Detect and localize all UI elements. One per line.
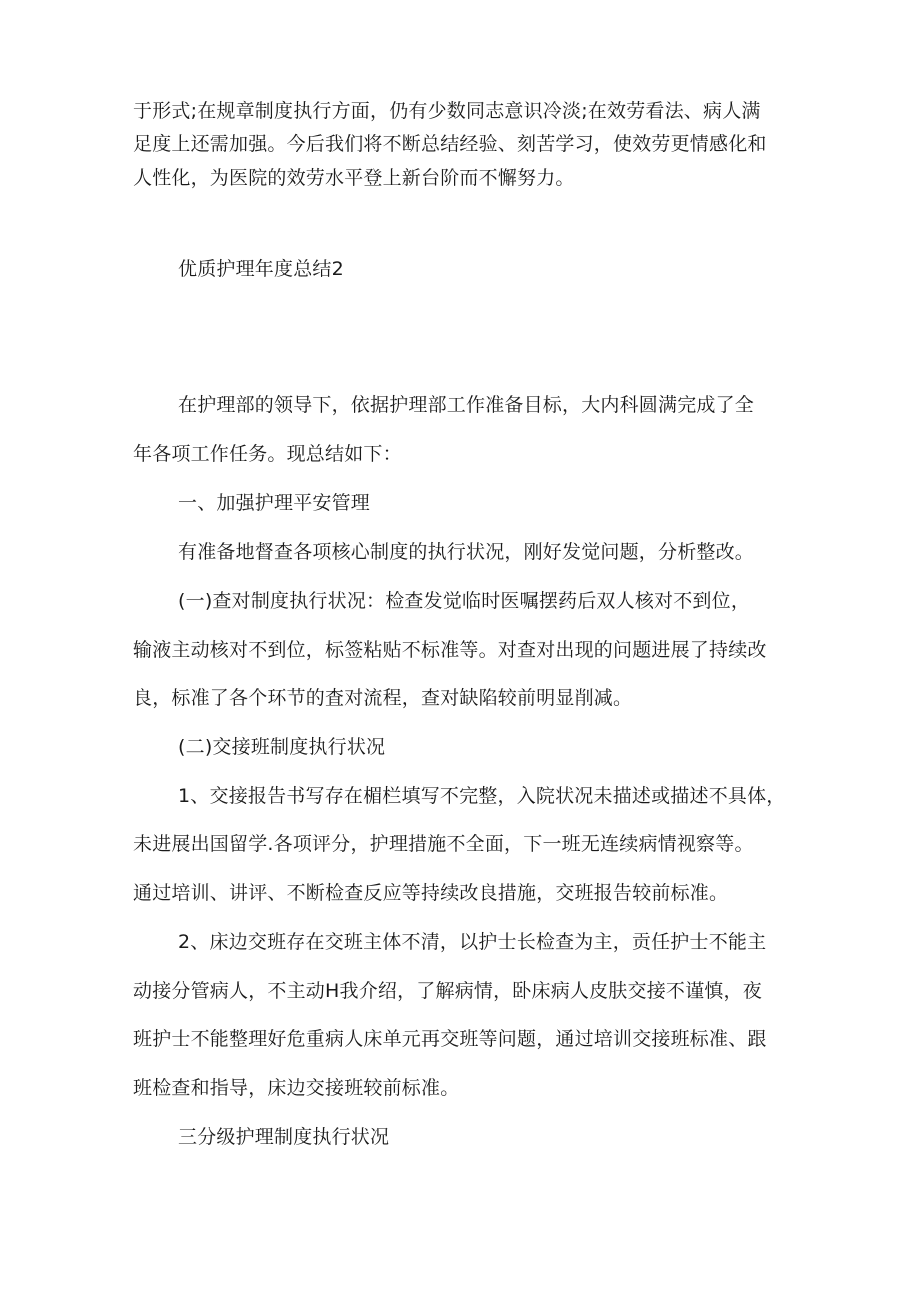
subsection-heading: (二)交接班制度执行状况 — [178, 736, 386, 758]
paragraph-line: 有准备地督查各项核心制度的执行状况，刚好发觉问题，分析整改。 — [178, 541, 755, 563]
paragraph-line: 班检查和指导，床边交接班较前标准。 — [133, 1077, 460, 1099]
paragraph-line: 年各项工作任务。现总结如下： — [133, 443, 402, 465]
subsection-heading: 三分级护理制度执行状况 — [178, 1126, 390, 1148]
section-title: 优质护理年度总结2 — [178, 258, 344, 280]
paragraph-line: 人性化，为医院的效劳水平登上新台阶而不懈努力。 — [133, 167, 575, 189]
paragraph-line: 足度上还需加强。今后我们将不断总结经验、刻苦学习，使效劳更情感化和 — [133, 133, 767, 155]
paragraph-line: 在护理部的领导下，依据护理部工作准备目标，大内科圆满完成了全 — [178, 394, 755, 416]
paragraph-line: 于形式;在规章制度执行方面，仍有少数同志意识冷淡;在效劳看法、病人满 — [133, 100, 761, 122]
paragraph-line: 1、交接报告书写存在楣栏填写不完整，入院状况未描述或描述不具体， — [178, 785, 786, 807]
paragraph-line: 动接分管病人，不主动H我介绍，了解病情，卧床病人皮肤交接不谨慎，夜 — [133, 980, 762, 1002]
paragraph-line: (一)查对制度执行状况：检查发觉临时医嘱摆药后双人核对不到位， — [178, 590, 751, 612]
paragraph-line: 班护士不能整理好危重病人床单元再交班等问题，通过培训交接班标准、跟 — [133, 1028, 767, 1050]
section-heading: 一、加强护理平安管理 — [178, 492, 371, 514]
paragraph-line: 良，标准了各个环节的査对流程，查对缺陷较前明显削减。 — [133, 687, 633, 709]
paragraph-line: 未进展出国留学.各项评分，护理措施不全面，下一班无连续病情视察等。 — [133, 833, 754, 855]
paragraph-line: 输液主动核对不到位，标签粘贴不标准等。对查对出现的问题进展了持续改 — [133, 639, 767, 661]
paragraph-line: 2、床边交班存在交班主体不清，以护士长检查为主，贡任护士不能主 — [178, 931, 767, 953]
paragraph-line: 通过培训、讲评、不断检查反应等持续改良措施，交班报告较前标准。 — [133, 882, 729, 904]
